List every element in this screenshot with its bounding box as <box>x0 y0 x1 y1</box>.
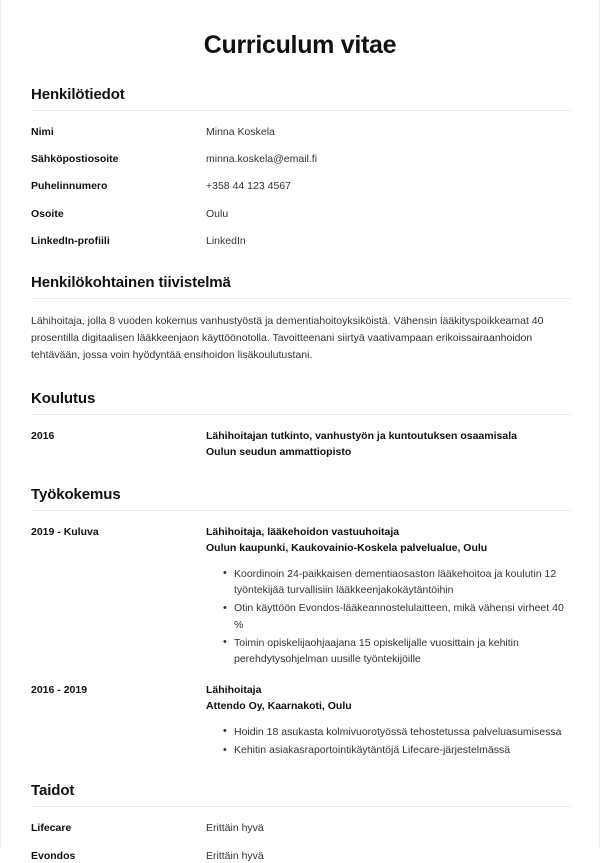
experience-entry-bullets <box>206 724 569 759</box>
skill-level: Erittäin hyvä <box>206 822 264 835</box>
list-item: • Otin käyttöön Evondos-lääkeannostelulaitteen, mikä vähensi virheet 40 % <box>223 600 569 633</box>
experience-entry <box>31 525 569 669</box>
skill-level: Erittäin hyvä <box>206 849 264 862</box>
detail-label: Nimi <box>31 126 54 138</box>
education-entry-date: 2016 <box>31 429 55 442</box>
list-item: • Koordinoin 24-paikkaisen dementiaosaston lääkehoitoa ja koulutin 12 työntekijää turvallisiin lääkkeenjakokäytäntöihin <box>223 566 569 599</box>
section-skills <box>31 782 569 862</box>
detail-row <box>31 207 569 221</box>
detail-row <box>31 125 569 139</box>
detail-label: LinkedIn-profiili <box>31 234 110 247</box>
skill-row <box>31 849 569 863</box>
list-item: • Toimin opiskelijaohjaajana 15 opiskelijalle vuosittain ja kehitin perehdytysohjelman uusille työntekijöille <box>223 635 569 668</box>
experience-entry-bullets <box>206 566 569 668</box>
page-title: Curriculum vitae <box>203 31 397 59</box>
section-personal-details <box>31 86 569 248</box>
detail-row <box>31 234 569 248</box>
cv-content <box>1 0 599 863</box>
skill-row <box>31 821 569 835</box>
detail-value-address: Oulu <box>206 207 229 220</box>
education-entry-institution: Oulun seudun ammattiopisto <box>206 445 352 458</box>
experience-entry-body <box>206 683 569 760</box>
detail-label: Sähköpostiosoite <box>31 153 119 166</box>
experience-entry-employer: Attendo Oy, Kaarnakoti, Oulu <box>206 700 352 713</box>
section-heading-experience: Työkokemus <box>31 486 121 504</box>
skill-label: Evondos <box>31 849 76 862</box>
education-entry <box>31 429 569 461</box>
education-entry-body <box>206 429 569 461</box>
education-entry-degree: Lähihoitajan tutkinto, vanhustyön ja kuntoutuksen osaamisala <box>206 429 517 442</box>
summary-text: Lähihoitaja, jolla 8 vuoden kokemus vanhustyöstä ja dementiahoitoyksiköistä. Vähensin lääkityspoikkeamat 40 prosentilla digitaalisen lääkkeenjaon käyttöönotolla. Tavoitteenani siirtyä vaativampaan erikoissairaanhoidon tehtävään, jossa voin hyödyntää ensihoidon lisäkoulutustani. <box>31 314 544 361</box>
section-summary <box>31 274 569 364</box>
detail-value-phone: +358 44 123 4567 <box>206 180 291 193</box>
experience-entry-date: 2019 - Kuluva <box>31 526 99 539</box>
detail-value-linkedin[interactable]: LinkedIn <box>206 234 246 247</box>
detail-label: Puhelinnumero <box>31 180 108 193</box>
experience-entry-employer: Oulun kaupunki, Kaukovainio-Koskela palvelualue, Oulu <box>206 542 488 555</box>
detail-row <box>31 152 569 166</box>
section-divider <box>31 414 571 415</box>
detail-label: Osoite <box>31 207 64 220</box>
list-item: • Kehitin asiakasraportointikäytäntöjä Lifecare-järjestelmässä <box>223 742 569 758</box>
section-heading-summary: Henkilökohtainen tiivistelmä <box>31 273 231 291</box>
experience-entry <box>31 683 569 760</box>
detail-row <box>31 179 569 193</box>
experience-entry-role: Lähihoitaja <box>206 684 262 697</box>
detail-value: Minna Koskela <box>206 126 275 138</box>
section-divider <box>31 806 571 807</box>
section-divider <box>31 298 571 299</box>
detail-value-email[interactable]: minna.koskela@email.fi <box>206 153 318 166</box>
section-heading-education: Koulutus <box>31 389 96 407</box>
section-heading-personal-details: Henkilötiedot <box>31 86 125 103</box>
section-heading-skills: Taidot <box>31 782 75 800</box>
skill-label: Lifecare <box>31 822 72 835</box>
list-item: • Hoidin 18 asukasta kolmivuorotyössä tehostetussa palveluasumisessa <box>223 724 569 740</box>
experience-entry-body <box>206 525 569 669</box>
section-education <box>31 390 569 461</box>
section-experience <box>31 486 569 760</box>
section-divider <box>31 510 571 511</box>
section-divider <box>31 110 571 111</box>
experience-entry-role: Lähihoitaja, lääkehoidon vastuuhoitaja <box>206 526 400 539</box>
experience-entry-date: 2016 - 2019 <box>31 684 88 697</box>
